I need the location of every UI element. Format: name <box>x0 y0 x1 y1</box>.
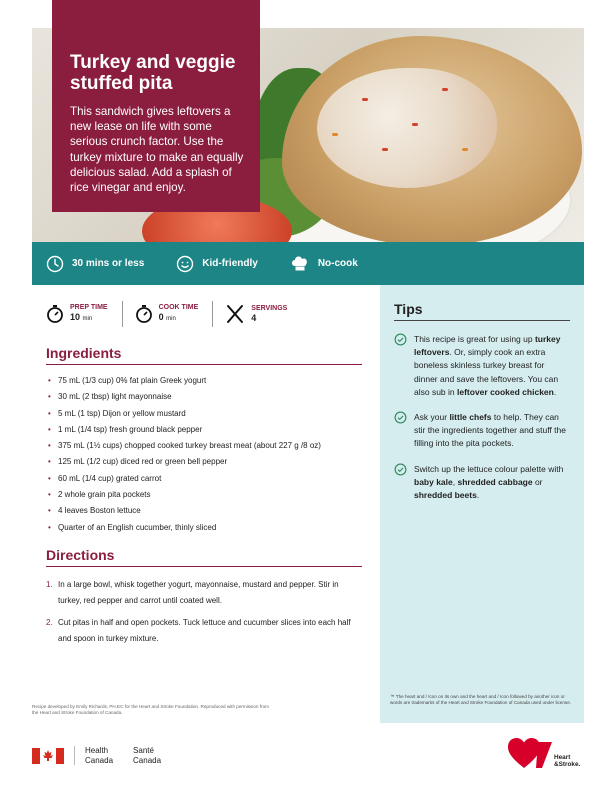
utensils-icon <box>225 304 245 324</box>
feature-band <box>32 242 584 285</box>
title-panel <box>52 0 260 212</box>
check-circle-icon <box>394 463 407 476</box>
prep-time-value: 10 <box>70 312 81 322</box>
feature-kid <box>176 255 258 273</box>
tip-bold: leftover cooked chicken <box>457 386 554 397</box>
filling <box>317 68 497 188</box>
list-item: • 75 mL (1/3 cup) 0% fat plain Greek yogurt <box>46 373 362 389</box>
step-number: 1. <box>46 580 53 589</box>
servings-value: 4 <box>251 313 257 323</box>
time-summary <box>46 301 313 327</box>
list-item: • 30 mL (2 tbsp) light mayonnaise <box>46 389 362 405</box>
feature-time <box>46 255 144 273</box>
pepper-fleck <box>442 88 448 91</box>
feature-nocook <box>290 255 358 273</box>
prep-time <box>46 301 123 327</box>
directions-list <box>46 577 362 647</box>
list-item: • 4 leaves Boston lettuce <box>46 503 362 519</box>
trademark-notice: ™ The heart and / Icon on its own and the heart and / Icon followed by another icon or words are trademarks of the Heart and Stroke Foundation of Canada used under license. <box>390 694 572 705</box>
hc-en-2: Canada <box>85 755 114 765</box>
tip-item <box>394 463 570 503</box>
hs-label-1: Heart <box>554 754 571 761</box>
list-item: • 2 whole grain pita pockets <box>46 487 362 503</box>
feature-nocook-label: No-cook <box>317 258 358 269</box>
tip-text: This recipe is great for using up <box>414 334 535 344</box>
step-text: Cut pitas in half and open pockets. Tuck lettuce and cucumber slices into each half and spoon in turkey mixture. <box>58 618 351 643</box>
hc-en-1: Health <box>85 746 109 755</box>
servings <box>225 301 301 327</box>
pepper-fleck <box>382 148 388 151</box>
carrot-fleck <box>332 133 338 136</box>
clock-icon <box>46 255 64 273</box>
check-circle-icon <box>394 333 407 346</box>
check-circle-icon <box>394 411 407 424</box>
list-item: • 1 mL (1/4 tsp) fresh ground black pepper <box>46 422 362 438</box>
heart-stroke-logo <box>508 738 580 770</box>
heart-stroke-logo-icon <box>508 738 552 770</box>
tip-item <box>394 411 570 451</box>
list-item: • Quarter of an English cucumber, thinly sliced <box>46 520 362 536</box>
prep-time-label: PREP TIME <box>70 304 108 311</box>
canada-flag-icon <box>32 748 64 764</box>
carrot-fleck <box>462 148 468 151</box>
directions-section <box>46 547 362 653</box>
tip-bold: shredded beets <box>414 490 477 501</box>
tip-text: Switch up the lettuce colour palette with <box>414 463 564 474</box>
step-text: In a large bowl, whisk together yogurt, mayonnaise, mustard and pepper. Stir in turkey, red pepper and carrot until coated well. <box>58 580 339 605</box>
hs-label-2: &Stroke. <box>554 761 581 768</box>
tips-heading: Tips <box>394 301 423 317</box>
cook-time-label: COOK TIME <box>158 304 199 311</box>
ingredients-heading: Ingredients <box>46 345 122 361</box>
tip-text: Ask your <box>414 412 450 423</box>
tip-text: , <box>452 476 458 487</box>
tips-panel <box>380 285 584 723</box>
cook-time-value: 0 <box>158 312 164 322</box>
tip-bold: turkey leftovers <box>414 334 561 358</box>
directions-heading: Directions <box>46 547 115 563</box>
tip-text: or <box>532 476 543 487</box>
list-item: • 5 mL (1 tsp) Dijon or yellow mustard <box>46 406 362 422</box>
list-item: • 125 mL (1/2 cup) diced red or green bell pepper <box>46 454 362 470</box>
tip-text: . <box>476 490 480 501</box>
pepper-fleck <box>362 98 368 101</box>
servings-label: SERVINGS <box>251 305 288 312</box>
tip-bold: shredded cabbage <box>457 476 533 487</box>
pepper-fleck <box>412 123 418 126</box>
prep-time-unit: min <box>82 316 93 322</box>
feature-kid-label: Kid-friendly <box>202 258 258 269</box>
ingredients-section <box>46 345 362 536</box>
recipe-title: Turkey and veggie stuffed pita <box>70 52 236 94</box>
list-item <box>46 615 362 647</box>
tip-text: . Or, simply cook an extra boneless skinless turkey breast for dinner and save the leftovers. You can also sub in <box>414 347 559 397</box>
cook-time-unit: min <box>166 316 176 322</box>
chef-hat-icon <box>290 255 310 273</box>
list-item: • 60 mL (1/4 cup) grated carrot <box>46 471 362 487</box>
timer-icon <box>135 304 153 324</box>
list-item <box>46 577 362 609</box>
recipe-credit: Recipe developed by Emily Richards, PH.EC for the Heart and Stroke Foundation. Reproduced with permission from the Heart and Stroke Foundation of Canada. <box>32 704 269 715</box>
smiley-icon <box>176 255 194 273</box>
tip-bold: baby kale <box>414 476 453 487</box>
tip-text: . <box>553 386 557 397</box>
tip-item <box>394 333 570 399</box>
health-canada-logo <box>32 746 181 765</box>
list-item: • 375 mL (1½ cups) chopped cooked turkey breast meat (about 227 g /8 oz) <box>46 438 362 454</box>
hc-fr-2: Canada <box>133 755 162 765</box>
cook-time <box>135 301 214 327</box>
recipe-intro: This sandwich gives leftovers a new lease on life with some serious crunch factor. Use the turkey mixture to make an equally delicious salad. Add a splash of rice vinegar and enjoy. <box>70 105 244 195</box>
timer-icon <box>46 304 64 324</box>
tip-text: to help. They can stir the ingredients together and stuff the filling into the pita pockets. <box>414 412 566 449</box>
ingredients-list <box>46 373 362 536</box>
step-number: 2. <box>46 618 53 627</box>
feature-time-label: 30 mins or less <box>72 258 145 269</box>
hc-fr-1: Santé <box>133 746 154 755</box>
tip-bold: little chefs <box>449 412 492 423</box>
